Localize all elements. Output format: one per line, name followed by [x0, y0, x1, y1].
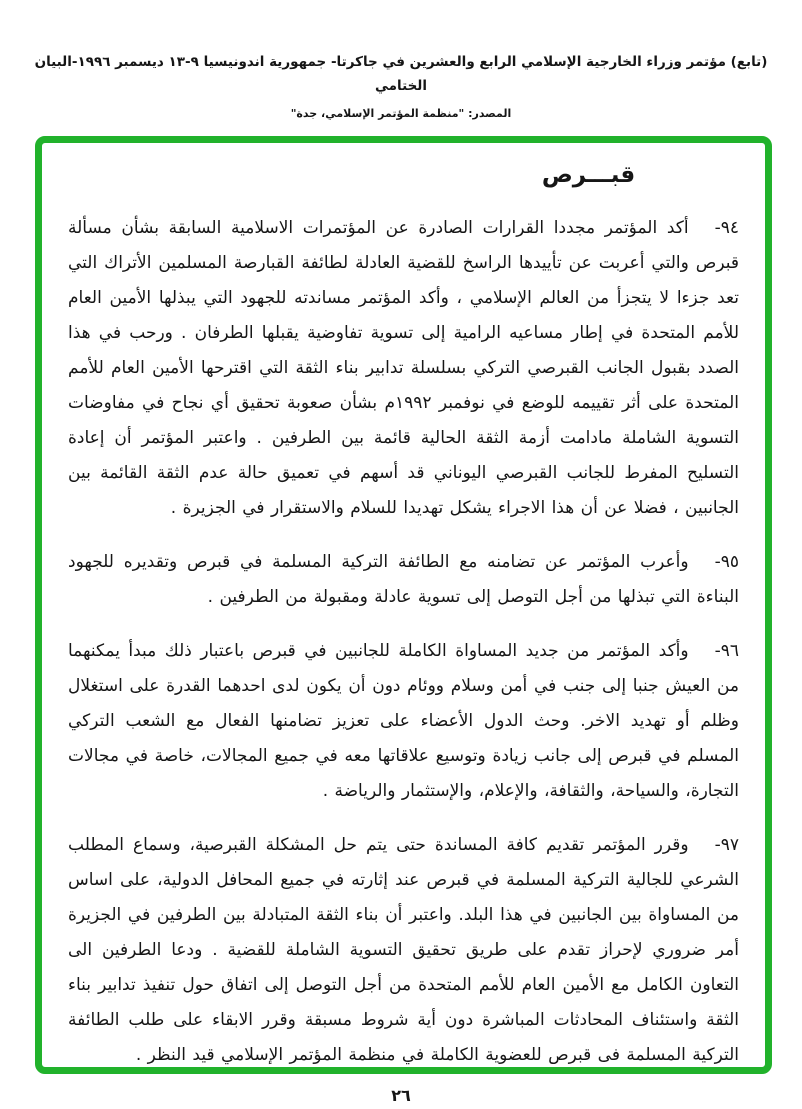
paragraph-number: ٩٦- [714, 641, 739, 661]
paragraph-number: ٩٤- [714, 218, 739, 238]
paragraph-text: وقرر المؤتمر تقديم كافة المساندة حتى يتم حل المشكلة القبرصية، وسماع المطلب الشرعي للجالية التركية المسلمة في قبرص عند إثارته في جميع المحافل الدولية، على اساس من المساواة بين الجانبين في هذا البلد. واعتبر أن بناء الثقة المتبادلة بين الطرفين في الجزيرة أمر ضروري لإحراز تقدم على طريق تحقيق التسوية الشاملة للقضية . ودعا الطرفين الى التعاون الكامل مع الأمين العام للأمم المتحدة من أجل التوصل إلى اتفاق حول تنفيذ تدابير بناء الثقة واستئناف المحادثات المباشرة دون أية شروط مسبقة وقرر الابقاء على طلب الطائفة التركية المسلمة فى قبرص للعضوية الكاملة في منظمة المؤتمر الإسلامي قيد النظر . [68, 835, 739, 1065]
paragraph-text: أكد المؤتمر مجددا القرارات الصادرة عن المؤتمرات الاسلامية السابقة بشأن مسألة قبرص والتي أعربت عن تأييدها الراسخ للقضية العادلة لطائفة القبارصة المسلمين الأتراك التي تعد جزءا لا يتجزأ من العالم الإسلامي ، وأكد المؤتمر مساندته للجهود التي يبذلها الأمين العام للأمم المتحدة في إطار مساعيه الرامية إلى تسوية تفاوضية يقبلها الطرفان . ورحب في هذا الصدد بقبول الجانب القبرصي التركي بسلسلة تدابير بناء الثقة التي اقترحها الأمين العام للأمم المتحدة على أثر تقييمه للوضع في نوفمبر ١٩٩٢م بشأن صعوبة تحقيق أي نجاح في مفاوضات التسوية الشاملة مادامت أزمة الثقة الحالية قائمة بين الطرفين . واعتبر المؤتمر أن إعادة التسليح المفرط للجانب القبرصي اليوناني قد أسهم في تعميق حالة عدم الثقة القائمة بين الجانبين ، فضلا عن أن هذا الاجراء يشكل تهديدا للسلام والاستقرار في الجزيرة . [68, 218, 739, 518]
header-conference-line: (تابع) مؤتمر وزراء الخارجية الإسلامي الرابع والعشرين في جاكرتا- جمهورية اندونيسيا ٩-١٣ ديسمبر ١٩٩٦-البيان الختامي [34, 54, 768, 94]
paragraph-94 [68, 211, 739, 526]
paragraph-text: وأعرب المؤتمر عن تضامنه مع الطائفة التركية المسلمة في قبرص وتقديره للجهود البناءة التي تبذلها من أجل التوصل إلى تسوية عادلة ومقبولة من الطرفين . [68, 552, 739, 607]
header-source-line: المصدر: "منظمة المؤتمر الإسلامي، جدة" [290, 107, 512, 120]
paragraph-97 [68, 828, 739, 1073]
paragraph-96 [68, 634, 739, 809]
paragraph-number: ٩٧- [714, 835, 739, 855]
paragraph-number: ٩٥- [714, 552, 739, 572]
green-frame [35, 136, 772, 1074]
paragraph-text: وأكد المؤتمر من جديد المساواة الكاملة للجانبين في قبرص باعتبار ذلك مبدأ يمكنهما من العيش جنبا إلى جنب في أمن وسلام ووئام دون أن يكون لدى احدهما القدرة على استغلال وظلم أو تهديد الاخر. وحث الدول الأعضاء على تعزيز تضامنها الفعال مع الشعب التركي المسلم في قبرص إلى جانب زيادة وتوسيع علاقاتها معه في جميع المجالات، خاصة في مجالات التجارة، والسياحة، والثقافة، والإعلام، والإستثمار والرياضة . [68, 641, 739, 801]
paragraph-95 [68, 545, 739, 615]
page-header [0, 0, 802, 120]
section-title-cyprus: قبـــرص [541, 162, 636, 188]
page-number: ٢٦ [391, 1086, 411, 1105]
